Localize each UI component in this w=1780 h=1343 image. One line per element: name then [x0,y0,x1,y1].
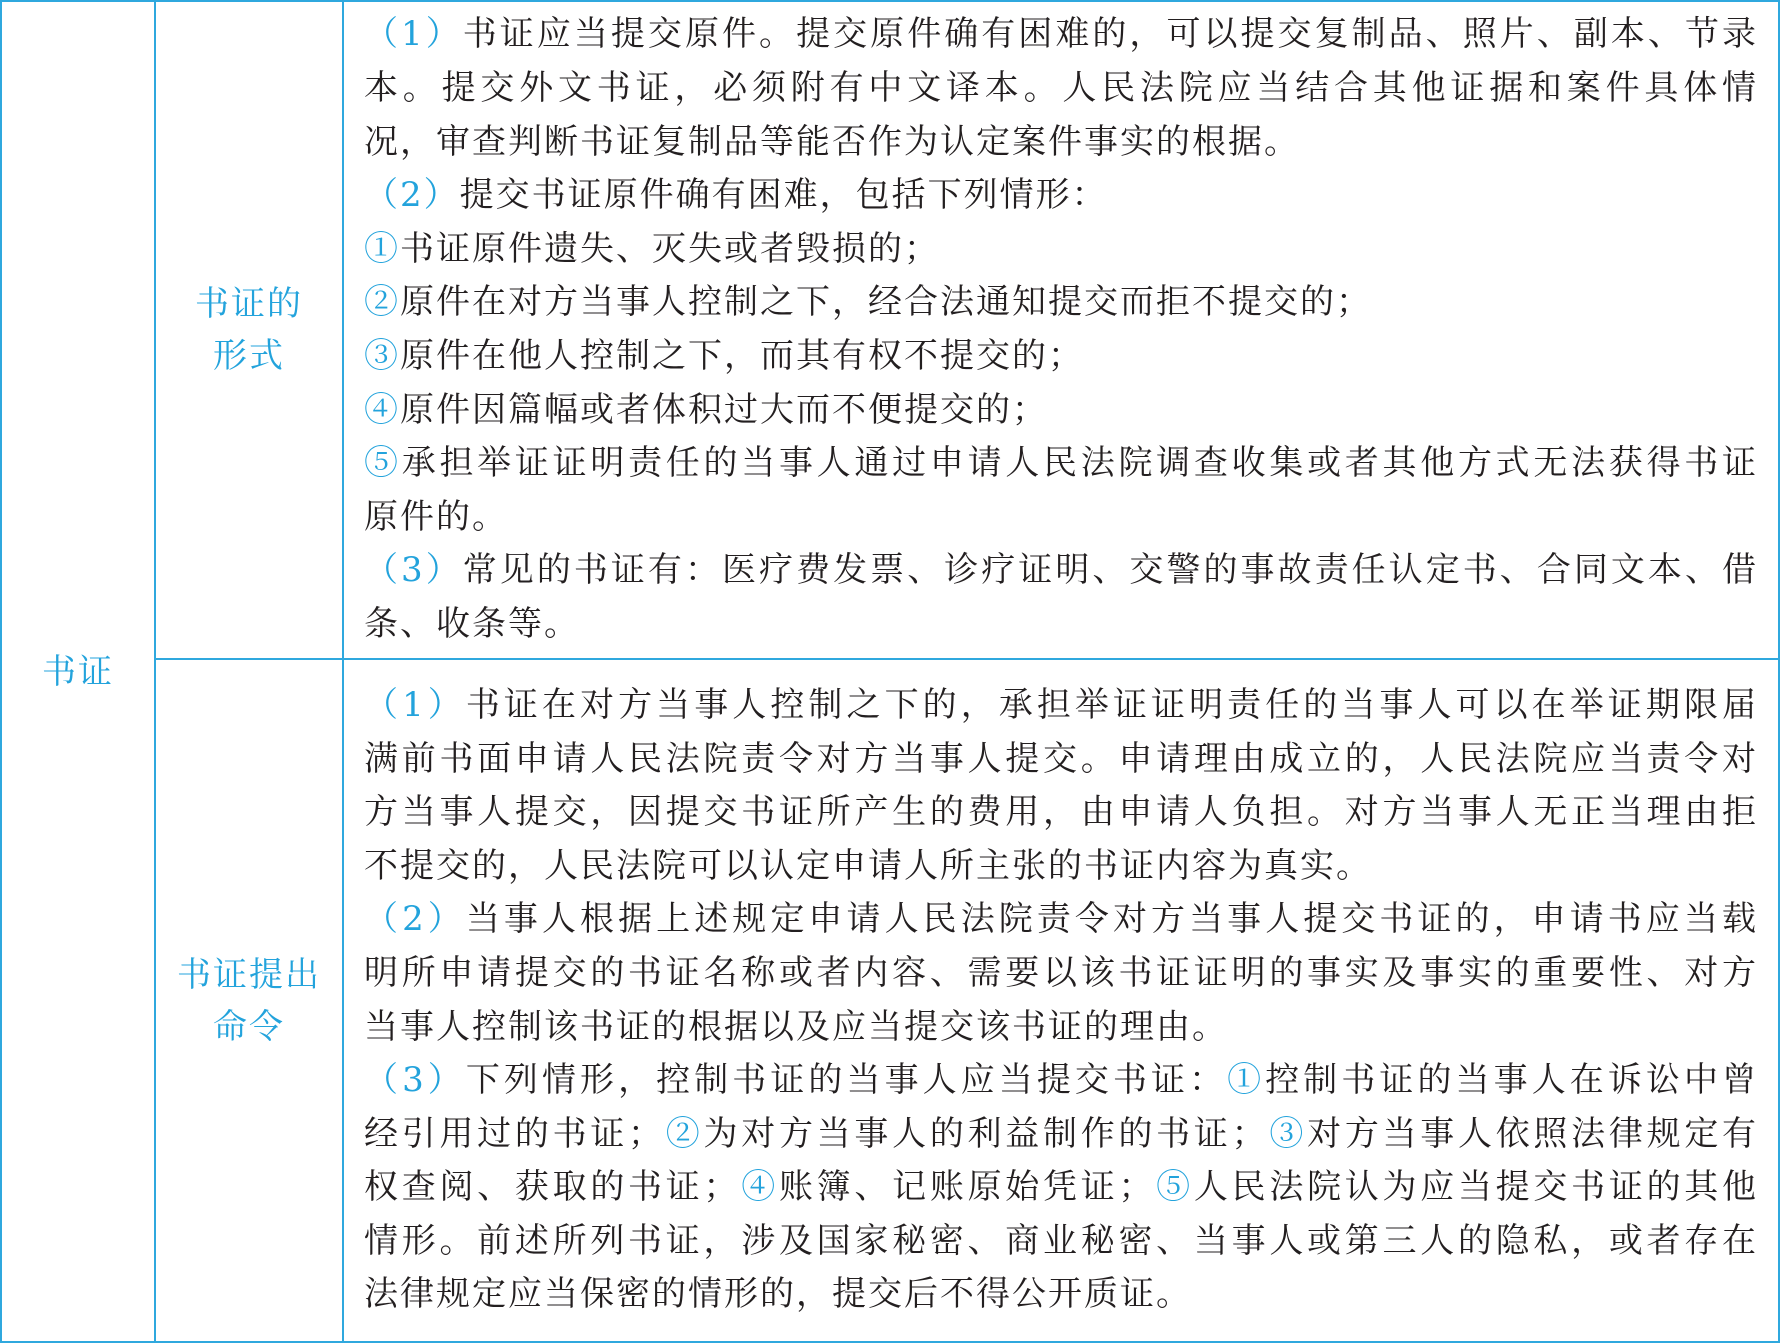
text-line: 不提交的，人民法院可以认定申请人所主张的书证内容为真实。 [364,845,1372,886]
text-line: 况，审查判断书证复制品等能否作为认定案件事实的根据。 [364,121,1300,162]
item-marker: ① [1227,1060,1266,1101]
text-line: 当事人控制该书证的根据以及应当提交该书证的理由。 [364,1006,1228,1047]
text-line: 方当事人提交，因提交书证所产生的费用，由申请人负担。对方当事人无正当理由拒 [364,792,1758,833]
rows-container [156,2,1778,1341]
text-line: ④原件因篇幅或者体积过大而不便提交的； [364,389,1048,430]
paragraph [364,544,1758,651]
text-line: 本。提交外文书证，必须附有中文译本。人民法院应当结合其他证据和案件具体情 [364,68,1758,109]
text-line: 权查阅、获取的书证；④账簿、记账原始凭证；⑤人民法院认为应当提交书证的其他 [364,1167,1758,1208]
text-line: 情形。前述所列书证，涉及国家秘密、商业秘密、当事人或第三人的隐私，或者存在 [364,1220,1758,1261]
text-line: ②原件在对方当事人控制之下，经合法通知提交而拒不提交的； [364,282,1372,323]
text-line: 法律规定应当保密的情形的，提交后不得公开质证。 [364,1274,1192,1315]
paragraph [364,169,1758,223]
section-label: 形式 [213,336,285,376]
section-label-cell [156,660,344,1341]
paragraph [364,8,1758,169]
section-content-cell [344,660,1778,1341]
list-item [364,276,1758,330]
text-line: 明所申请提交的书证名称或者内容、需要以该书证证明的事实及事实的重要性、对方 [364,952,1758,993]
paragraph [364,1054,1758,1322]
text-line: ①书证原件遗失、灭失或者毁损的； [364,228,940,269]
item-marker: （3） [364,550,463,591]
item-marker: ② [664,1113,704,1154]
section-label: 命令 [213,1006,285,1047]
text-line: （1）书证在对方当事人控制之下的，承担举证证明责任的当事人可以在举证期限届 [364,684,1758,725]
section-content-cell [344,2,1778,658]
category-label: 书证 [42,651,114,692]
paragraph [364,679,1758,893]
category-cell [2,2,156,1341]
item-marker: ③ [1267,1113,1308,1154]
item-marker: ④ [739,1167,779,1208]
paragraph [364,893,1758,1054]
item-marker: （2） [364,175,460,216]
section-label: 书证的 [195,284,303,324]
item-marker: （1） [364,684,466,725]
list-item [364,384,1758,438]
text-line: 原件的。 [364,496,508,537]
text-line: （1）书证应当提交原件。提交原件确有困难的，可以提交复制品、照片、副本、节录 [364,14,1758,55]
item-marker: ⑤ [364,443,402,484]
text-line: （2）当事人根据上述规定申请人民法院责令对方当事人提交书证的，申请书应当载 [364,899,1758,940]
list-item [364,330,1758,384]
text-line: （3）常见的书证有：医疗费发票、诊疗证明、交警的事故责任认定书、合同文本、借 [364,550,1758,591]
text-line: 经引用过的书证；②为对方当事人的利益制作的书证；③对方当事人依照法律规定有 [364,1113,1758,1154]
list-item [364,223,1758,277]
item-marker: ③ [364,336,400,376]
text-line: （2）提交书证原件确有困难，包括下列情形： [364,175,1108,216]
text-line: ③原件在他人控制之下，而其有权不提交的； [364,336,1084,376]
item-marker: ① [364,228,400,269]
text-line: 满前书面申请人民法院责令对方当事人提交。申请理由成立的，人民法院应当责令对 [364,738,1758,779]
text-line: 条、收条等。 [364,603,580,644]
item-marker: ② [364,282,400,323]
list-item [364,437,1758,544]
item-marker: （2） [364,899,466,940]
table-row [156,660,1778,1341]
item-marker: ④ [364,389,400,430]
item-marker: （3） [364,1060,466,1101]
table-row [156,2,1778,660]
item-marker: ⑤ [1154,1167,1194,1208]
section-label-cell [156,2,344,658]
text-line: ⑤承担举证证明责任的当事人通过申请人民法院调查收集或者其他方式无法获得书证 [364,443,1758,484]
text-line: （3）下列情形，控制书证的当事人应当提交书证：①控制书证的当事人在诉讼中曾 [364,1060,1758,1101]
item-marker: （1） [364,14,463,55]
section-label: 书证提出 [177,954,321,995]
